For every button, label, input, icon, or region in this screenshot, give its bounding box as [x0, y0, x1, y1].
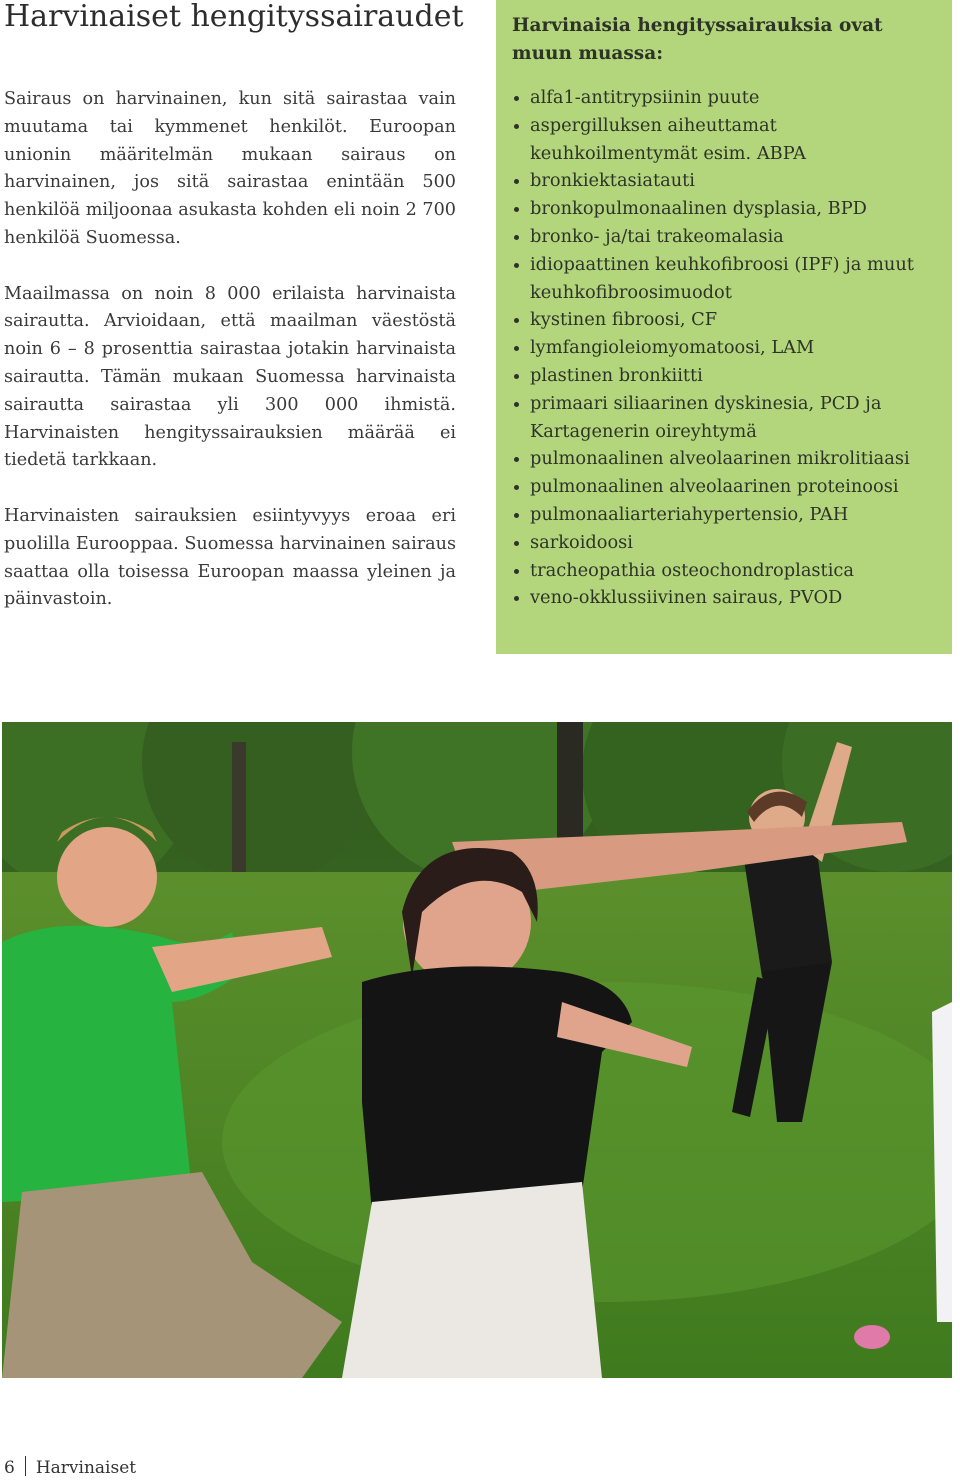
footer-label: Harvinaiset	[35, 1458, 137, 1478]
list-item: sarkoidoosi	[512, 529, 940, 557]
paragraph: Maailmassa on noin 8 000 erilaista harvinaista sairautta. Arvioidaan, että maailman väestöstä noin 6 – 8 prosenttia sairastaa jotakin harvinaista sairautta. Tämän mukaan Suomessa harvinaista sairautta sairastaa yli 300 000 ihmistä. Harvinaisten hengityssairauksien määrää ei tiedetä tarkkaan.	[4, 283, 456, 471]
photo-illustration	[2, 722, 952, 1378]
disease-list-panel	[496, 0, 952, 654]
page-footer	[4, 1456, 136, 1480]
paragraph: Harvinaisten sairauksien esiintyvyys eroaa eri puolilla Eurooppaa. Suomessa harvinainen sairaus saattaa olla toisessa Euroopan maassa yleinen ja päinvastoin.	[4, 505, 456, 610]
list-item: pulmonaalinen alveolaarinen proteinoosi	[512, 473, 940, 501]
photo-people-exercising-outdoors	[2, 722, 952, 1378]
list-item: bronkopulmonaalinen dysplasia, BPD	[512, 195, 940, 223]
list-item: aspergilluksen aiheuttamat keuhkoilmentymät esim. ABPA	[512, 112, 940, 168]
list-item: bronko- ja/tai trakeomalasia	[512, 223, 940, 251]
footer-divider	[25, 1456, 26, 1476]
list-item: primaari siliaarinen dyskinesia, PCD ja Kartagenerin oireyhtymä	[512, 390, 940, 446]
list-item: alfa1-antitrypsiinin puute	[512, 84, 940, 112]
list-item: veno-okklussiivinen sairaus, PVOD	[512, 584, 940, 612]
body-text	[4, 86, 456, 642]
list-item: kystinen fibroosi, CF	[512, 306, 940, 334]
page-title: Harvinaiset hengityssairaudet	[4, 0, 464, 34]
list-item: idiopaattinen keuhkofibroosi (IPF) ja muut keuhkofibroosimuodot	[512, 251, 940, 307]
disease-list	[512, 84, 940, 612]
panel-heading: Harvinaisia hengityssairauksia ovat muun muassa:	[512, 15, 883, 64]
list-item: pulmonaalinen alveolaarinen mikrolitiaasi	[512, 445, 940, 473]
list-item: tracheopathia osteochondroplastica	[512, 557, 940, 585]
list-item: pulmonaaliarteriahypertensio, PAH	[512, 501, 940, 529]
paragraph: Sairaus on harvinainen, kun sitä sairastaa vain muutama tai kymmenet henkilöt. Euroopan unionin määritelmän mukaan sairaus on harvinainen, jos sitä sairastaa enintään 500 henkilöä miljoonaa asukasta kohden eli noin 2 700 henkilöä Suomessa.	[4, 89, 456, 248]
list-item: bronkiektasiatauti	[512, 167, 940, 195]
list-item: lymfangioleiomyomatoosi, LAM	[512, 334, 940, 362]
list-item: plastinen bronkiitti	[512, 362, 940, 390]
page-number: 6	[4, 1458, 15, 1478]
